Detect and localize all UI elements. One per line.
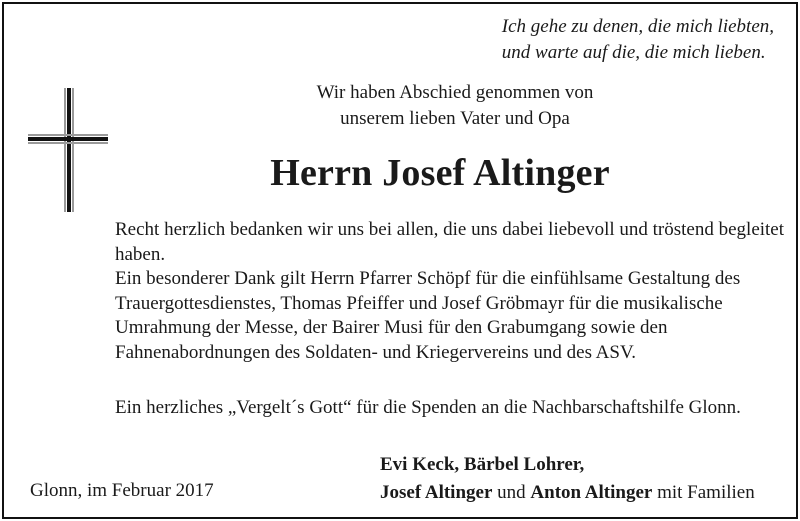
- signer-connector: und: [492, 482, 531, 503]
- body-text: [115, 218, 787, 365]
- signer-suffix: mit Familien: [652, 482, 755, 503]
- signer-name-b: Anton Altinger: [530, 482, 653, 503]
- intro-line-2: unserem lieben Vater und Opa: [340, 108, 570, 129]
- place-date: Glonn, im Februar 2017: [30, 480, 214, 501]
- intro-line-1: Wir haben Abschied genommen von: [316, 82, 594, 103]
- body-paragraph-2: Ein besonderer Dank gilt Herrn Pfarrer Schöpf für die einfühlsame Gestaltung des Trauergottesdienstes, Thomas Pfeiffer und Josef Gröbmayr für die musikalische Umrahmung der Messe, der Bairer Musi für den Grabumgang sowie den Fahnenabordnungen des Soldaten- und Kriegervereins und des ASV.: [115, 268, 741, 363]
- signers-line-1: Evi Keck, Bärbel Lohrer,: [380, 454, 585, 475]
- signers: [380, 451, 755, 507]
- deceased-name: Herrn Josef Altinger: [270, 152, 610, 194]
- motto-line-2: und warte auf die, die mich lieben.: [501, 42, 766, 63]
- body-paragraph-1: Recht herzlich bedanken wir uns bei allen, die uns dabei liebevoll und tröstend begleitet haben.: [115, 219, 785, 265]
- intro-text: [215, 80, 695, 132]
- motto-line-1: Ich gehe zu denen, die mich liebten,: [501, 16, 774, 37]
- motto-quote: [502, 14, 774, 66]
- signer-name-a: Josef Altinger: [380, 482, 493, 503]
- cross-icon: [28, 88, 108, 212]
- thanks-line: Ein herzliches „Vergelt´s Gott“ für die Spenden an die Nachbarschaftshilfe Glonn.: [115, 397, 741, 418]
